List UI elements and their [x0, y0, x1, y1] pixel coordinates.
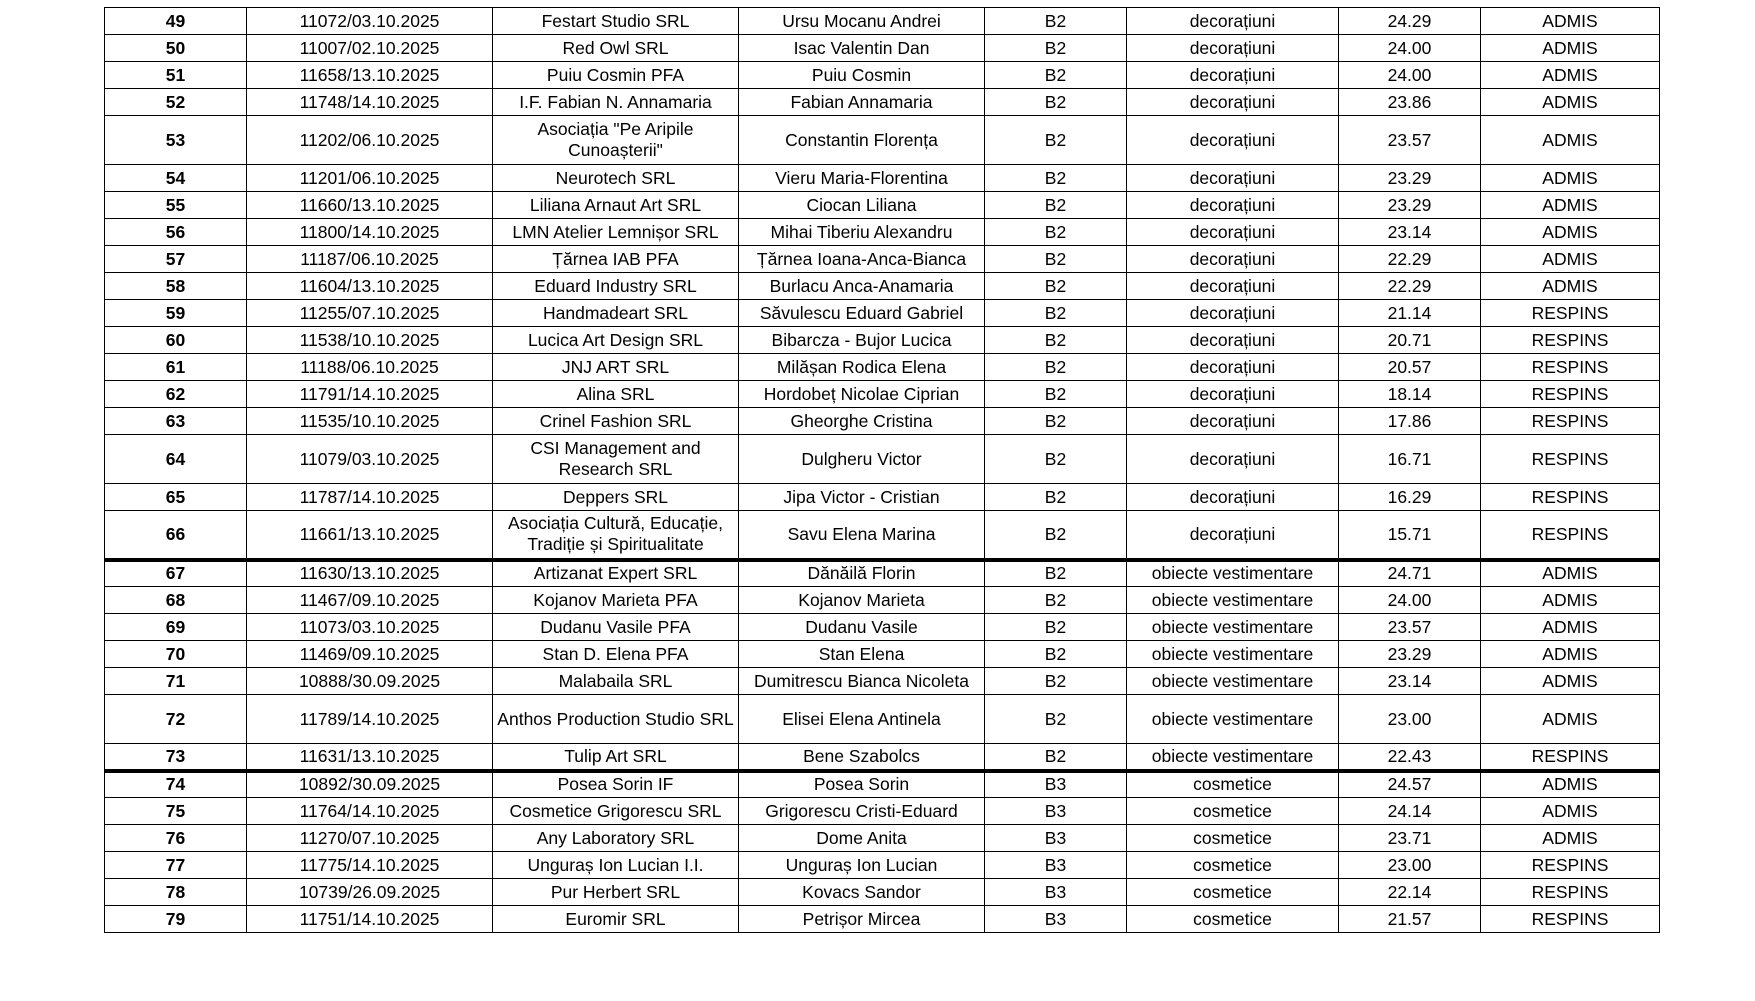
category-cell: B2	[985, 744, 1127, 771]
registration-number-cell: 10888/30.09.2025	[247, 668, 493, 695]
status-cell: ADMIS	[1481, 116, 1660, 165]
category-cell: B2	[985, 192, 1127, 219]
status-cell: ADMIS	[1481, 219, 1660, 246]
table-row	[105, 744, 1660, 771]
registration-number-cell: 11604/13.10.2025	[247, 273, 493, 300]
table-row	[105, 641, 1660, 668]
registration-number-cell: 11202/06.10.2025	[247, 116, 493, 165]
table-row	[105, 219, 1660, 246]
registration-number-cell: 11775/14.10.2025	[247, 852, 493, 879]
company-name-cell: Tulip Art SRL	[493, 744, 739, 771]
row-number-cell: 77	[105, 852, 247, 879]
category-cell: B2	[985, 300, 1127, 327]
table-row	[105, 668, 1660, 695]
category-cell: B2	[985, 8, 1127, 35]
company-name-cell: Cosmetice Grigorescu SRL	[493, 798, 739, 825]
score-cell: 22.14	[1339, 879, 1481, 906]
table-row	[105, 825, 1660, 852]
results-table-body	[105, 8, 1660, 933]
status-cell: RESPINS	[1481, 511, 1660, 560]
category-cell: B2	[985, 219, 1127, 246]
representative-name-cell: Dudanu Vasile	[739, 614, 985, 641]
domain-cell: decorațiuni	[1127, 435, 1339, 484]
representative-name-cell: Petrișor Mircea	[739, 906, 985, 933]
score-cell: 24.00	[1339, 35, 1481, 62]
representative-name-cell: Burlacu Anca-Anamaria	[739, 273, 985, 300]
representative-name-cell: Țărnea Ioana-Anca-Bianca	[739, 246, 985, 273]
score-cell: 16.29	[1339, 484, 1481, 511]
row-number-cell: 72	[105, 695, 247, 744]
company-name-cell: Asociația "Pe Aripile Cunoașterii"	[493, 116, 739, 165]
row-number-cell: 76	[105, 825, 247, 852]
row-number-cell: 70	[105, 641, 247, 668]
score-cell: 23.57	[1339, 116, 1481, 165]
company-name-cell: Any Laboratory SRL	[493, 825, 739, 852]
row-number-cell: 52	[105, 89, 247, 116]
category-cell: B2	[985, 116, 1127, 165]
category-cell: B3	[985, 798, 1127, 825]
score-cell: 23.29	[1339, 192, 1481, 219]
row-number-cell: 59	[105, 300, 247, 327]
company-name-cell: Asociația Cultură, Educație, Tradiție și Spiritualitate	[493, 511, 739, 560]
company-name-cell: Țărnea IAB PFA	[493, 246, 739, 273]
score-cell: 24.00	[1339, 587, 1481, 614]
row-number-cell: 56	[105, 219, 247, 246]
table-row	[105, 511, 1660, 560]
score-cell: 20.57	[1339, 354, 1481, 381]
domain-cell: decorațiuni	[1127, 408, 1339, 435]
row-number-cell: 66	[105, 511, 247, 560]
company-name-cell: Euromir SRL	[493, 906, 739, 933]
domain-cell: obiecte vestimentare	[1127, 744, 1339, 771]
company-name-cell: Stan D. Elena PFA	[493, 641, 739, 668]
category-cell: B3	[985, 906, 1127, 933]
representative-name-cell: Savu Elena Marina	[739, 511, 985, 560]
status-cell: RESPINS	[1481, 381, 1660, 408]
table-row	[105, 8, 1660, 35]
domain-cell: obiecte vestimentare	[1127, 614, 1339, 641]
company-name-cell: Eduard Industry SRL	[493, 273, 739, 300]
registration-number-cell: 11748/14.10.2025	[247, 89, 493, 116]
score-cell: 23.00	[1339, 852, 1481, 879]
status-cell: RESPINS	[1481, 744, 1660, 771]
company-name-cell: Unguraș Ion Lucian I.I.	[493, 852, 739, 879]
row-number-cell: 79	[105, 906, 247, 933]
row-number-cell: 50	[105, 35, 247, 62]
status-cell: RESPINS	[1481, 852, 1660, 879]
representative-name-cell: Săvulescu Eduard Gabriel	[739, 300, 985, 327]
registration-number-cell: 11791/14.10.2025	[247, 381, 493, 408]
results-table	[104, 7, 1660, 933]
category-cell: B3	[985, 879, 1127, 906]
domain-cell: decorațiuni	[1127, 273, 1339, 300]
domain-cell: cosmetice	[1127, 852, 1339, 879]
score-cell: 21.14	[1339, 300, 1481, 327]
row-number-cell: 58	[105, 273, 247, 300]
status-cell: RESPINS	[1481, 300, 1660, 327]
representative-name-cell: Grigorescu Cristi-Eduard	[739, 798, 985, 825]
category-cell: B3	[985, 825, 1127, 852]
representative-name-cell: Vieru Maria-Florentina	[739, 165, 985, 192]
domain-cell: decorațiuni	[1127, 8, 1339, 35]
company-name-cell: Lucica Art Design SRL	[493, 327, 739, 354]
table-row	[105, 435, 1660, 484]
status-cell: ADMIS	[1481, 798, 1660, 825]
representative-name-cell: Stan Elena	[739, 641, 985, 668]
row-number-cell: 71	[105, 668, 247, 695]
representative-name-cell: Unguraș Ion Lucian	[739, 852, 985, 879]
table-row	[105, 852, 1660, 879]
domain-cell: cosmetice	[1127, 879, 1339, 906]
domain-cell: obiecte vestimentare	[1127, 695, 1339, 744]
domain-cell: decorațiuni	[1127, 62, 1339, 89]
domain-cell: decorațiuni	[1127, 381, 1339, 408]
category-cell: B2	[985, 408, 1127, 435]
table-row	[105, 273, 1660, 300]
company-name-cell: Deppers SRL	[493, 484, 739, 511]
domain-cell: decorațiuni	[1127, 192, 1339, 219]
row-number-cell: 78	[105, 879, 247, 906]
status-cell: RESPINS	[1481, 354, 1660, 381]
company-name-cell: Alina SRL	[493, 381, 739, 408]
row-number-cell: 73	[105, 744, 247, 771]
table-row	[105, 587, 1660, 614]
registration-number-cell: 11630/13.10.2025	[247, 560, 493, 587]
row-number-cell: 64	[105, 435, 247, 484]
status-cell: ADMIS	[1481, 89, 1660, 116]
registration-number-cell: 11538/10.10.2025	[247, 327, 493, 354]
score-cell: 24.00	[1339, 62, 1481, 89]
score-cell: 20.71	[1339, 327, 1481, 354]
registration-number-cell: 11467/09.10.2025	[247, 587, 493, 614]
status-cell: ADMIS	[1481, 771, 1660, 798]
score-cell: 24.57	[1339, 771, 1481, 798]
registration-number-cell: 11658/13.10.2025	[247, 62, 493, 89]
registration-number-cell: 11469/09.10.2025	[247, 641, 493, 668]
domain-cell: obiecte vestimentare	[1127, 560, 1339, 587]
score-cell: 23.71	[1339, 825, 1481, 852]
category-cell: B2	[985, 695, 1127, 744]
registration-number-cell: 11201/06.10.2025	[247, 165, 493, 192]
category-cell: B2	[985, 641, 1127, 668]
table-row	[105, 165, 1660, 192]
table-row	[105, 560, 1660, 587]
category-cell: B2	[985, 273, 1127, 300]
registration-number-cell: 11764/14.10.2025	[247, 798, 493, 825]
registration-number-cell: 11535/10.10.2025	[247, 408, 493, 435]
status-cell: ADMIS	[1481, 825, 1660, 852]
company-name-cell: Dudanu Vasile PFA	[493, 614, 739, 641]
row-number-cell: 61	[105, 354, 247, 381]
category-cell: B2	[985, 89, 1127, 116]
company-name-cell: Crinel Fashion SRL	[493, 408, 739, 435]
score-cell: 23.29	[1339, 641, 1481, 668]
domain-cell: cosmetice	[1127, 798, 1339, 825]
representative-name-cell: Puiu Cosmin	[739, 62, 985, 89]
representative-name-cell: Posea Sorin	[739, 771, 985, 798]
registration-number-cell: 11631/13.10.2025	[247, 744, 493, 771]
status-cell: ADMIS	[1481, 695, 1660, 744]
company-name-cell: Handmadeart SRL	[493, 300, 739, 327]
domain-cell: cosmetice	[1127, 771, 1339, 798]
row-number-cell: 62	[105, 381, 247, 408]
status-cell: ADMIS	[1481, 587, 1660, 614]
registration-number-cell: 11751/14.10.2025	[247, 906, 493, 933]
category-cell: B2	[985, 327, 1127, 354]
company-name-cell: Puiu Cosmin PFA	[493, 62, 739, 89]
table-row	[105, 300, 1660, 327]
status-cell: RESPINS	[1481, 408, 1660, 435]
row-number-cell: 57	[105, 246, 247, 273]
representative-name-cell: Fabian Annamaria	[739, 89, 985, 116]
table-row	[105, 192, 1660, 219]
representative-name-cell: Gheorghe Cristina	[739, 408, 985, 435]
category-cell: B2	[985, 668, 1127, 695]
row-number-cell: 65	[105, 484, 247, 511]
category-cell: B2	[985, 484, 1127, 511]
score-cell: 23.14	[1339, 219, 1481, 246]
row-number-cell: 60	[105, 327, 247, 354]
company-name-cell: Posea Sorin IF	[493, 771, 739, 798]
company-name-cell: Festart Studio SRL	[493, 8, 739, 35]
category-cell: B2	[985, 381, 1127, 408]
score-cell: 16.71	[1339, 435, 1481, 484]
company-name-cell: Anthos Production Studio SRL	[493, 695, 739, 744]
domain-cell: decorațiuni	[1127, 246, 1339, 273]
category-cell: B2	[985, 587, 1127, 614]
category-cell: B3	[985, 771, 1127, 798]
registration-number-cell: 11660/13.10.2025	[247, 192, 493, 219]
category-cell: B2	[985, 246, 1127, 273]
representative-name-cell: Bibarcza - Bujor Lucica	[739, 327, 985, 354]
representative-name-cell: Kojanov Marieta	[739, 587, 985, 614]
table-row	[105, 695, 1660, 744]
score-cell: 23.14	[1339, 668, 1481, 695]
company-name-cell: I.F. Fabian N. Annamaria	[493, 89, 739, 116]
table-row	[105, 89, 1660, 116]
domain-cell: decorațiuni	[1127, 327, 1339, 354]
company-name-cell: Artizanat Expert SRL	[493, 560, 739, 587]
registration-number-cell: 10892/30.09.2025	[247, 771, 493, 798]
representative-name-cell: Dulgheru Victor	[739, 435, 985, 484]
category-cell: B2	[985, 35, 1127, 62]
category-cell: B2	[985, 354, 1127, 381]
row-number-cell: 53	[105, 116, 247, 165]
status-cell: ADMIS	[1481, 641, 1660, 668]
score-cell: 23.29	[1339, 165, 1481, 192]
status-cell: RESPINS	[1481, 484, 1660, 511]
company-name-cell: CSI Management and Research SRL	[493, 435, 739, 484]
company-name-cell: Malabaila SRL	[493, 668, 739, 695]
status-cell: ADMIS	[1481, 560, 1660, 587]
table-row	[105, 35, 1660, 62]
status-cell: ADMIS	[1481, 165, 1660, 192]
table-row	[105, 408, 1660, 435]
company-name-cell: Neurotech SRL	[493, 165, 739, 192]
score-cell: 22.29	[1339, 246, 1481, 273]
representative-name-cell: Constantin Florența	[739, 116, 985, 165]
table-row	[105, 381, 1660, 408]
table-row	[105, 116, 1660, 165]
row-number-cell: 75	[105, 798, 247, 825]
representative-name-cell: Dome Anita	[739, 825, 985, 852]
category-cell: B2	[985, 560, 1127, 587]
domain-cell: decorațiuni	[1127, 354, 1339, 381]
category-cell: B2	[985, 435, 1127, 484]
registration-number-cell: 11187/06.10.2025	[247, 246, 493, 273]
category-cell: B2	[985, 165, 1127, 192]
row-number-cell: 69	[105, 614, 247, 641]
company-name-cell: Pur Herbert SRL	[493, 879, 739, 906]
registration-number-cell: 11787/14.10.2025	[247, 484, 493, 511]
company-name-cell: JNJ ART SRL	[493, 354, 739, 381]
score-cell: 17.86	[1339, 408, 1481, 435]
score-cell: 23.57	[1339, 614, 1481, 641]
domain-cell: obiecte vestimentare	[1127, 587, 1339, 614]
representative-name-cell: Milășan Rodica Elena	[739, 354, 985, 381]
table-row	[105, 906, 1660, 933]
domain-cell: decorațiuni	[1127, 89, 1339, 116]
domain-cell: obiecte vestimentare	[1127, 668, 1339, 695]
representative-name-cell: Mihai Tiberiu Alexandru	[739, 219, 985, 246]
company-name-cell: Liliana Arnaut Art SRL	[493, 192, 739, 219]
registration-number-cell: 11789/14.10.2025	[247, 695, 493, 744]
representative-name-cell: Jipa Victor - Cristian	[739, 484, 985, 511]
category-cell: B2	[985, 62, 1127, 89]
representative-name-cell: Isac Valentin Dan	[739, 35, 985, 62]
representative-name-cell: Ciocan Liliana	[739, 192, 985, 219]
company-name-cell: Red Owl SRL	[493, 35, 739, 62]
status-cell: ADMIS	[1481, 668, 1660, 695]
domain-cell: decorațiuni	[1127, 219, 1339, 246]
registration-number-cell: 11255/07.10.2025	[247, 300, 493, 327]
score-cell: 15.71	[1339, 511, 1481, 560]
row-number-cell: 49	[105, 8, 247, 35]
registration-number-cell: 11072/03.10.2025	[247, 8, 493, 35]
category-cell: B2	[985, 511, 1127, 560]
status-cell: RESPINS	[1481, 906, 1660, 933]
representative-name-cell: Dănăilă Florin	[739, 560, 985, 587]
domain-cell: decorațiuni	[1127, 511, 1339, 560]
registration-number-cell: 11270/07.10.2025	[247, 825, 493, 852]
status-cell: ADMIS	[1481, 192, 1660, 219]
row-number-cell: 67	[105, 560, 247, 587]
row-number-cell: 54	[105, 165, 247, 192]
table-row	[105, 798, 1660, 825]
representative-name-cell: Bene Szabolcs	[739, 744, 985, 771]
registration-number-cell: 11800/14.10.2025	[247, 219, 493, 246]
score-cell: 22.29	[1339, 273, 1481, 300]
domain-cell: decorațiuni	[1127, 116, 1339, 165]
company-name-cell: LMN Atelier Lemnișor SRL	[493, 219, 739, 246]
status-cell: RESPINS	[1481, 435, 1660, 484]
score-cell: 23.86	[1339, 89, 1481, 116]
table-row	[105, 354, 1660, 381]
status-cell: ADMIS	[1481, 35, 1660, 62]
representative-name-cell: Elisei Elena Antinela	[739, 695, 985, 744]
representative-name-cell: Kovacs Sandor	[739, 879, 985, 906]
table-row	[105, 246, 1660, 273]
score-cell: 24.29	[1339, 8, 1481, 35]
registration-number-cell: 11661/13.10.2025	[247, 511, 493, 560]
registration-number-cell: 11073/03.10.2025	[247, 614, 493, 641]
row-number-cell: 55	[105, 192, 247, 219]
domain-cell: decorațiuni	[1127, 35, 1339, 62]
status-cell: RESPINS	[1481, 879, 1660, 906]
status-cell: ADMIS	[1481, 614, 1660, 641]
domain-cell: cosmetice	[1127, 906, 1339, 933]
table-row	[105, 771, 1660, 798]
score-cell: 22.43	[1339, 744, 1481, 771]
company-name-cell: Kojanov Marieta PFA	[493, 587, 739, 614]
table-row	[105, 62, 1660, 89]
registration-number-cell: 11188/06.10.2025	[247, 354, 493, 381]
table-row	[105, 484, 1660, 511]
representative-name-cell: Hordobeț Nicolae Ciprian	[739, 381, 985, 408]
score-cell: 24.71	[1339, 560, 1481, 587]
domain-cell: decorațiuni	[1127, 300, 1339, 327]
score-cell: 24.14	[1339, 798, 1481, 825]
score-cell: 21.57	[1339, 906, 1481, 933]
registration-number-cell: 10739/26.09.2025	[247, 879, 493, 906]
score-cell: 23.00	[1339, 695, 1481, 744]
table-row	[105, 614, 1660, 641]
category-cell: B3	[985, 852, 1127, 879]
registration-number-cell: 11007/02.10.2025	[247, 35, 493, 62]
status-cell: ADMIS	[1481, 273, 1660, 300]
representative-name-cell: Dumitrescu Bianca Nicoleta	[739, 668, 985, 695]
table-row	[105, 879, 1660, 906]
row-number-cell: 74	[105, 771, 247, 798]
row-number-cell: 51	[105, 62, 247, 89]
registration-number-cell: 11079/03.10.2025	[247, 435, 493, 484]
row-number-cell: 68	[105, 587, 247, 614]
status-cell: RESPINS	[1481, 327, 1660, 354]
category-cell: B2	[985, 614, 1127, 641]
results-table-container	[104, 7, 1659, 933]
score-cell: 18.14	[1339, 381, 1481, 408]
domain-cell: cosmetice	[1127, 825, 1339, 852]
domain-cell: obiecte vestimentare	[1127, 641, 1339, 668]
table-row	[105, 327, 1660, 354]
status-cell: ADMIS	[1481, 62, 1660, 89]
domain-cell: decorațiuni	[1127, 484, 1339, 511]
status-cell: ADMIS	[1481, 246, 1660, 273]
row-number-cell: 63	[105, 408, 247, 435]
domain-cell: decorațiuni	[1127, 165, 1339, 192]
status-cell: ADMIS	[1481, 8, 1660, 35]
representative-name-cell: Ursu Mocanu Andrei	[739, 8, 985, 35]
